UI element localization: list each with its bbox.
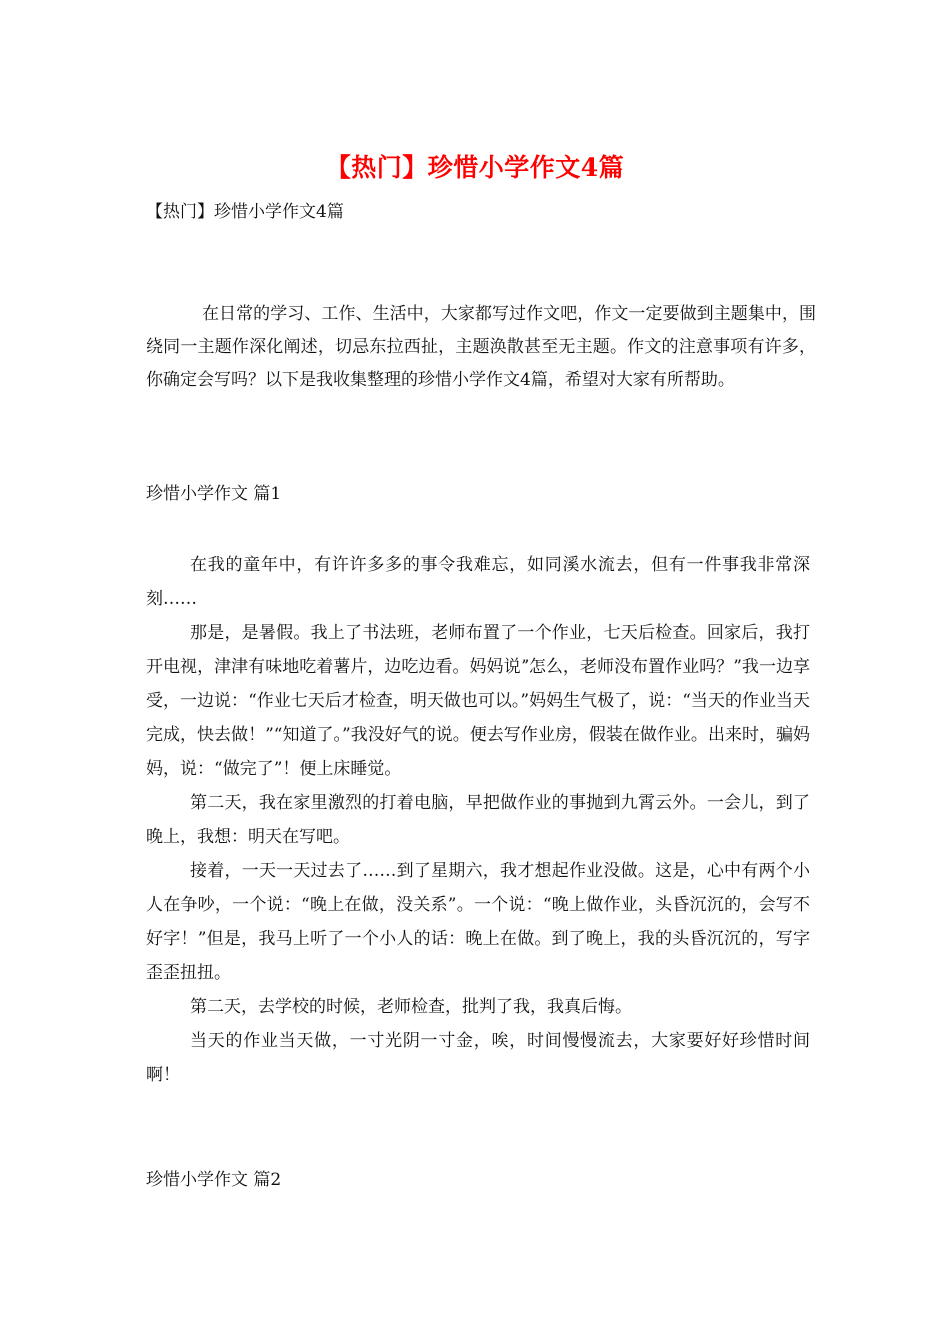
- document-subtitle: 【热门】珍惜小学作文4篇: [146, 202, 344, 222]
- essay-1-paragraph-1: 在我的童年中，有许许多多的事令我难忘，如同溪水流去，但有一件事我非常深刻……: [146, 555, 810, 609]
- essay-1-body: [146, 548, 810, 1092]
- essay-1-paragraph-5: 第二天，去学校的时候，老师检查，批判了我，我真后悔。: [190, 997, 632, 1017]
- intro-paragraph: 在日常的学习、工作、生活中，大家都写过作文吧，作文一定要做到主题集中，围绕同一主题作深化阐述，切忌东拉西扯，主题涣散甚至无主题。作文的注意事项有许多，你确定会写吗？以下是我收集整理的珍惜小学作文4篇，希望对大家有所帮助。: [146, 304, 816, 390]
- section-heading-2: 珍惜小学作文 篇2: [146, 1170, 282, 1190]
- essay-1-paragraph-4: 接着，一天一天过去了……到了星期六，我才想起作业没做。这是，心中有两个小人在争吵，一个说：“晚上在做，没关系”。一个说：“晚上做作业，头昏沉沉的，会写不好字！”但是，我马上听了一个小人的话：晚上在做。到了晚上，我的头昏沉沉的，写字歪歪扭扭。: [146, 861, 810, 983]
- essay-1-paragraph-6: 当天的作业当天做，一寸光阴一寸金，唉，时间慢慢流去，大家要好好珍惜时间啊！: [146, 1031, 810, 1085]
- essay-1-paragraph-2: 那是，是暑假。我上了书法班，老师布置了一个作业，七天后检查。回家后，我打开电视，津津有味地吃着薯片，边吃边看。妈妈说ˮ怎么，老师没布置作业吗？”我一边享受，一边说：“作业七天后才检查，明天做也可以。”妈妈生气极了，说：“当天的作业当天完成，快去做！”“知道了。”我没好气的说。便去写作业房，假装在做作业。出来时，骗妈妈，说：“做完了”！便上床睡觉。: [146, 623, 810, 779]
- document-title: 【热门】珍惜小学作文4篇: [325, 153, 625, 182]
- section-heading-1: 珍惜小学作文 篇1: [146, 484, 282, 504]
- essay-1-paragraph-3: 第二天，我在家里激烈的打着电脑，早把做作业的事抛到九霄云外。一会儿，到了晚上，我想：明天在写吧。: [146, 793, 810, 847]
